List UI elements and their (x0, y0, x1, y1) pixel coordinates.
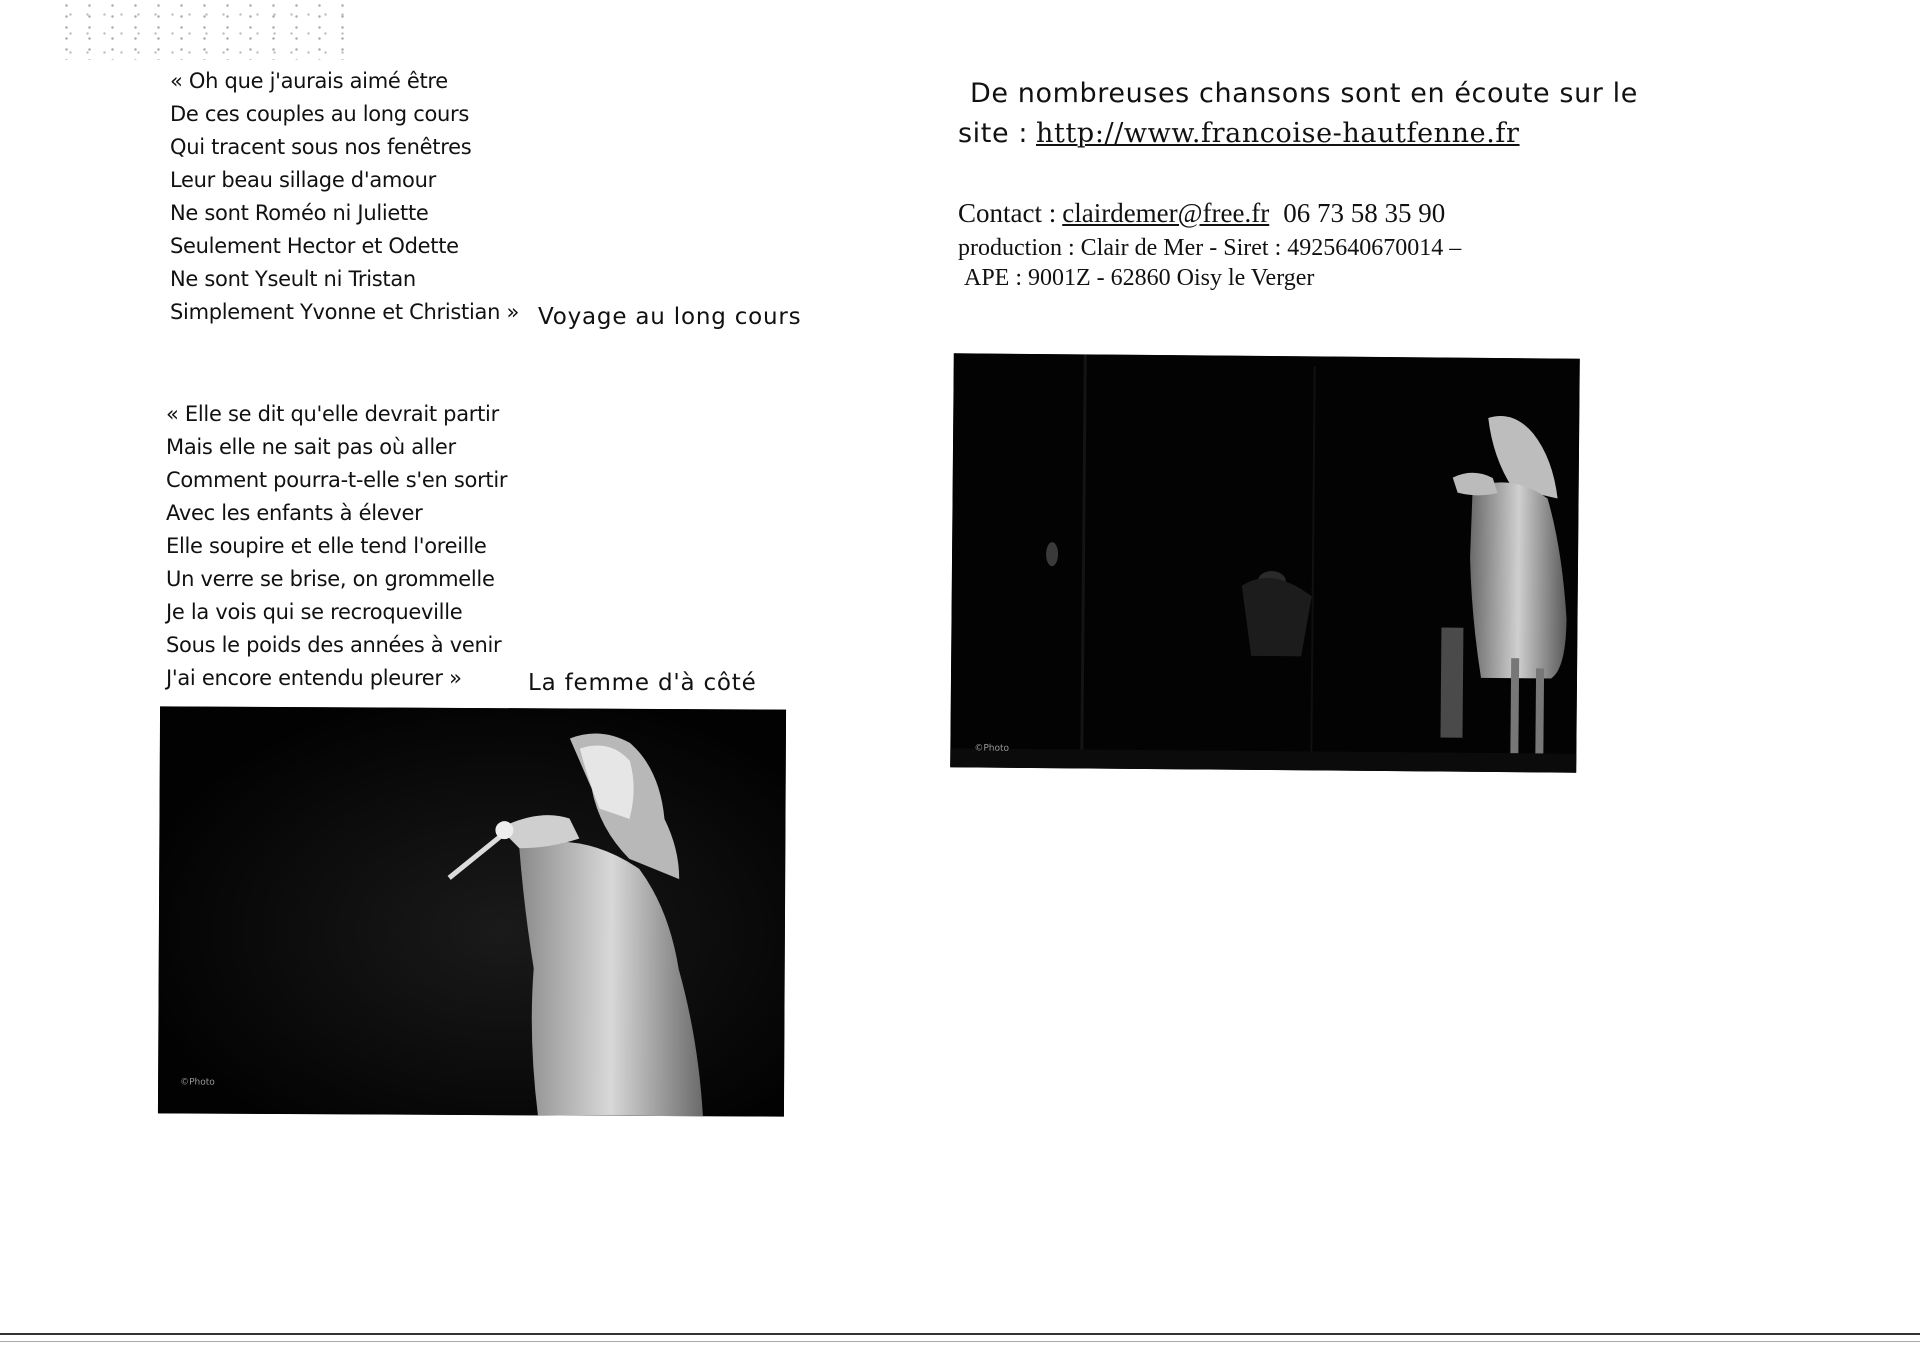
contact-label: Contact : (958, 198, 1057, 228)
site-line (958, 118, 1520, 149)
song-title-femme: La femme d'à côté (528, 670, 757, 696)
lyric-line: Je la vois qui se recroqueville (166, 600, 463, 624)
lyric-line: Qui tracent sous nos fenêtres (170, 135, 472, 159)
website-link[interactable]: http://www.francoise-hautfenne.fr (1036, 118, 1520, 149)
lyric-line: J'ai encore entendu pleurer » (166, 666, 462, 690)
photo-credit: ©Photo (180, 1077, 215, 1088)
singer-photo-graphic (158, 706, 786, 1116)
lyric-line: Mais elle ne sait pas où aller (166, 435, 456, 459)
site-label: site : (958, 118, 1029, 149)
lyric-line: Ne sont Yseult ni Tristan (170, 267, 416, 291)
lyric-line: Leur beau sillage d'amour (170, 168, 436, 192)
lyric-line: « Elle se dit qu'elle devrait partir (166, 402, 499, 426)
scan-speckle (55, 0, 345, 60)
lyric-line: Simplement Yvonne et Christian » (170, 300, 519, 324)
contact-email-link[interactable]: clairdemer@free.fr (1062, 198, 1270, 228)
listening-notice: De nombreuses chansons sont en écoute sur le (970, 78, 1638, 109)
lyrics-verse-femme (166, 398, 507, 695)
lyric-line: « Oh que j'aurais aimé être (170, 69, 448, 93)
lyric-line: Sous le poids des années à venir (166, 633, 502, 657)
stage-photo-graphic (950, 353, 1580, 772)
concert-photo-singer (158, 706, 786, 1116)
lyric-line: Seulement Hector et Odette (170, 234, 459, 258)
lyric-line: Elle soupire et elle tend l'oreille (166, 534, 487, 558)
lyric-line: Avec les enfants à élever (166, 501, 423, 525)
lyrics-verse-voyage (170, 65, 519, 329)
page-edge-line (0, 1333, 1920, 1335)
lyric-line: Un verre se brise, on grommelle (166, 567, 495, 591)
photo-credit: ©Photo (974, 743, 1010, 754)
lyric-line: De ces couples au long cours (170, 102, 469, 126)
lyric-line: Ne sont Roméo ni Juliette (170, 201, 429, 225)
contact-phone: 06 73 58 35 90 (1283, 198, 1446, 228)
page-edge-line (0, 1341, 1920, 1342)
concert-photo-stage (950, 353, 1580, 772)
contact-line (958, 198, 1445, 229)
lyric-line: Comment pourra-t-elle s'en sortir (166, 468, 508, 492)
song-title-voyage: Voyage au long cours (538, 304, 802, 330)
production-info: production : Clair de Mer - Siret : 4925640670014 – (958, 235, 1462, 261)
ape-info: APE : 9001Z - 62860 Oisy le Verger (964, 265, 1315, 291)
